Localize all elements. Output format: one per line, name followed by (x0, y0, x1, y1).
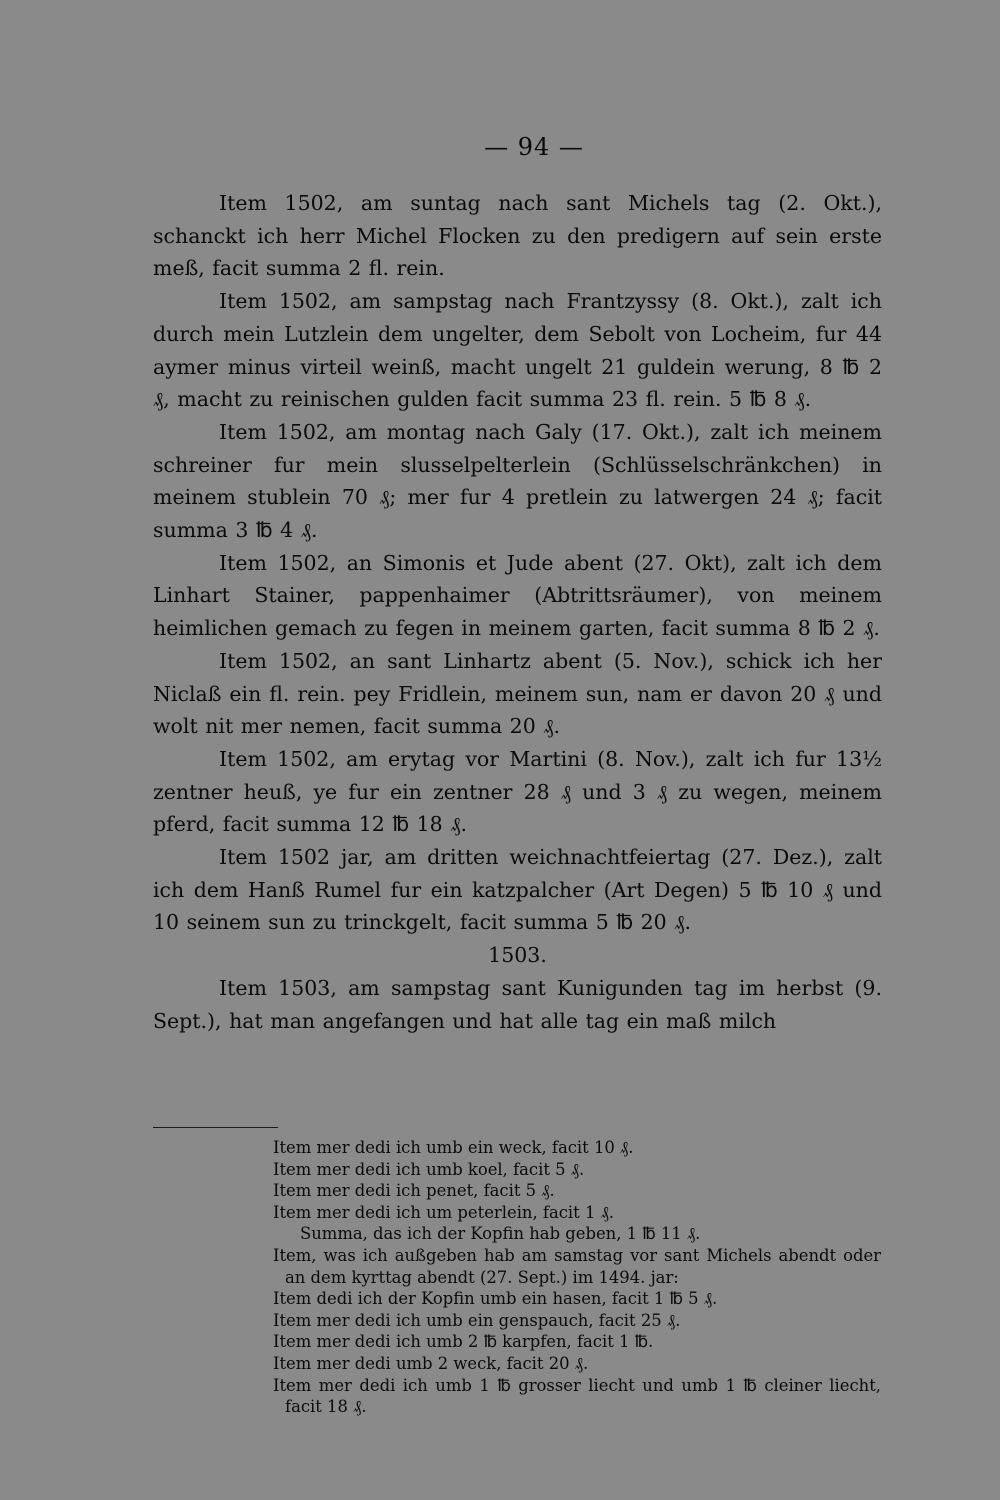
paragraph: Item 1503, am sampstag sant Kunigunden tag im herbst (9. Sept.), hat man angefangen und hat alle tag ein maß milch (153, 975, 882, 1033)
footnote-line: Item mer dedi ich umb ein weck, facit 10 ₰. (273, 1138, 634, 1157)
footnote-line: Item mer dedi ich umb 2 ℔ karpfen, facit 1 ℔. (273, 1332, 654, 1352)
paragraph: Item 1502, an Simonis et Jude abent (27. Okt), zalt ich dem Linhart Stainer, pappenhaimer (Abtrittsräumer), von meinem heimlichen gemach zu fegen in meinem garten, facit summa 8 ℔ 2 ₰. (153, 550, 882, 641)
paragraph: Item 1502 jar, am dritten weichnachtfeiertag (27. Dez.), zalt ich dem Hanß Rumel fur ein katzpalcher (Art Degen) 5 ℔ 10 ₰ und 10 seinem sun zu trinckgelt, facit summa 5 ℔ 20 ₰. (153, 845, 882, 935)
footnote-line: Item, was ich außgeben hab am samstag vor sant Michels abendt oder an dem kyrttag abendt (27. Sept.) im 1494. jar: (273, 1245, 881, 1287)
footnote-line: Item mer dedi ich umb koel, facit 5 ₰. (273, 1159, 585, 1179)
footnote-line: Item mer dedi ich um peterlein, facit 1 ₰. (273, 1202, 615, 1222)
footnote-line: Item mer dedi ich umb ein genspauch, facit 25 ₰. (273, 1310, 681, 1330)
footnote-rule (153, 1127, 278, 1128)
paragraph: Item 1502, am sampstag nach Frantzyssy (8. Okt.), zalt ich durch mein Lutzlein dem ungelter, dem Sebolt von Locheim, fur 44 aymer minus virteil weinß, macht ungelt 21 guldein werung, 8 ℔ 2 ₰, macht zu reinischen gulden facit summa 23 fl. rein. 5 ℔ 8 ₰. (153, 289, 882, 412)
paragraph: Item 1502, am montag nach Galy (17. Okt.), zalt ich meinem schreiner fur mein slusselpelterlein (Schlüsselschränkchen) in meinem stublein 70 ₰; mer fur 4 pretlein zu latwergen 24 ₰; facit summa 3 ℔ 4 ₰. (153, 419, 882, 543)
page-number: — 94 — (484, 133, 584, 161)
year-heading: 1503. (488, 943, 547, 968)
paragraph: Item 1502, an sant Linhartz abent (5. Nov.), schick ich her Niclaß ein fl. rein. pey Fridlein, meinem sun, nam er davon 20 ₰ und wolt nit mer nemen, facit summa 20 ₰. (153, 648, 882, 739)
paragraph: Item 1502, am erytag vor Martini (8. Nov.), zalt ich fur 13½ zentner heuß, ye fur ein zentner 28 ₰ und 3 ₰ zu wegen, meinem pferd, facit summa 12 ℔ 18 ₰. (153, 746, 882, 837)
footnote-summary: Summa, das ich der Kopfin hab geben, 1 ℔ 11 ₰. (300, 1224, 701, 1244)
footnote-line: Item mer dedi ich penet, facit 5 ₰. (273, 1181, 555, 1201)
footnotes (273, 1137, 881, 1418)
main-text (153, 187, 882, 1037)
footnote-line: Item mer dedi umb 2 weck, facit 20 ₰. (273, 1353, 589, 1373)
footnote-line: Item mer dedi ich umb 1 ℔ grosser liecht und umb 1 ℔ cleiner liecht, facit 18 ₰. (273, 1375, 881, 1417)
footnote-line: Item dedi ich der Kopfin umb ein hasen, facit 1 ℔ 5 ₰. (273, 1289, 718, 1309)
paragraph: Item 1502, am suntag nach sant Michels tag (2. Okt.), schanckt ich herr Michel Flocken zu den predigern auf sein erste meß, facit summa 2 fl. rein. (153, 191, 882, 281)
